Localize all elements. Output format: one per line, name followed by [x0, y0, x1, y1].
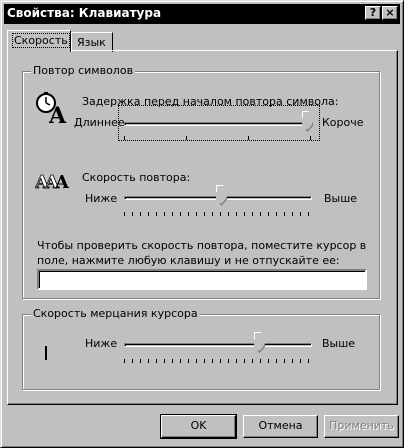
delay-label: Задержка перед началом повтора символа:	[82, 95, 339, 108]
question-mark-icon: ?	[369, 6, 377, 19]
blink-left-label: Ниже	[85, 337, 118, 350]
rate-slider-thumb[interactable]	[216, 185, 227, 206]
tab-panel	[7, 50, 398, 405]
blink-slider-ticks	[124, 359, 312, 363]
rate-left-label: Ниже	[85, 192, 118, 205]
rate-label: Скорость повтора:	[82, 171, 191, 184]
tab-language[interactable]	[71, 32, 113, 52]
repeat-group	[22, 64, 380, 299]
tab-speed[interactable]	[7, 30, 71, 52]
test-prompt: Чтобы проверить скорость повтора, поместите курсор в поле, нажмите любую клавишу и не отпускайте ее:	[37, 239, 367, 267]
window-title: Свойства: Клавиатура	[7, 6, 162, 20]
blink-slider-track[interactable]	[124, 343, 312, 347]
tab-speed-label: Скорость	[14, 34, 68, 47]
blink-right-label: Выше	[322, 337, 356, 350]
repeat-test-input[interactable]	[37, 269, 367, 290]
delay-left-label: Длиннее	[74, 116, 125, 129]
blink-group	[22, 307, 380, 390]
rate-slider-ticks	[124, 212, 312, 216]
help-button[interactable]	[365, 6, 381, 20]
svg-text:A: A	[45, 172, 59, 192]
cancel-button[interactable]: Отмена	[243, 415, 318, 438]
apply-button[interactable]: Применить	[324, 415, 399, 438]
svg-text:A: A	[55, 172, 69, 192]
close-icon: ×	[385, 6, 395, 19]
title-bar[interactable]	[4, 4, 400, 24]
rate-right-label: Выше	[324, 192, 358, 205]
close-button[interactable]	[382, 6, 398, 20]
ok-button[interactable]: OK	[161, 415, 236, 438]
delay-slider-track[interactable]	[124, 122, 312, 126]
svg-text:A: A	[49, 103, 67, 124]
blink-slider-thumb[interactable]	[254, 332, 265, 353]
blink-group-label: Скорость мерцания курсора	[33, 307, 198, 320]
tab-language-label: Язык	[77, 36, 106, 49]
delay-right-label: Короче	[322, 116, 364, 129]
repeated-letter-a-icon	[35, 170, 69, 192]
repeat-group-label: Повтор символов	[33, 64, 134, 77]
stopwatch-letter-a-icon	[35, 92, 69, 124]
delay-slider-ticks	[124, 136, 312, 140]
svg-text:A: A	[35, 172, 49, 192]
text-cursor-icon	[45, 346, 47, 360]
